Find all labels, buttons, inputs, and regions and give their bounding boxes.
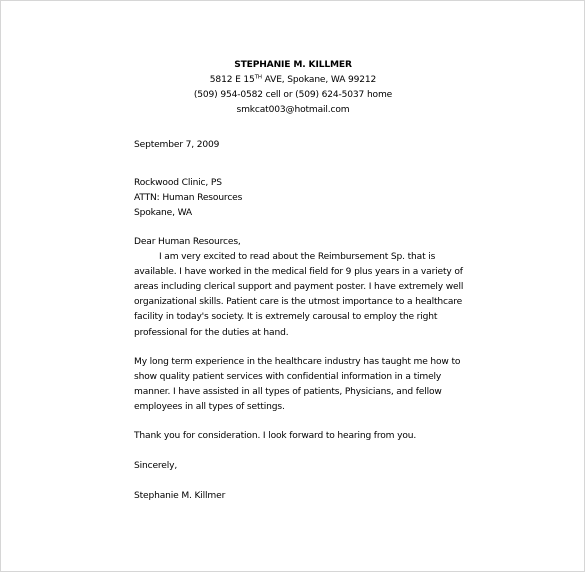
address-number: 5812 E 15 <box>209 75 255 86</box>
address-suffix: TH <box>254 74 262 81</box>
recipient-line: Spokane, WA <box>134 208 192 219</box>
paragraph1-line: professional for the duties at hand. <box>134 327 289 338</box>
letter-date <box>134 138 464 153</box>
letter-body <box>134 235 464 341</box>
recipient-line: ATTN: Human Resources <box>134 193 243 204</box>
closing-block <box>134 459 464 474</box>
paragraph1-line: organizational skills. Patient care is the utmost importance to a healthcare <box>134 297 463 308</box>
paragraph2 <box>134 355 464 415</box>
sender-name: STEPHANIE M. KILLMER <box>234 60 352 70</box>
date-text: September 7, 2009 <box>134 140 220 150</box>
signature: Stephanie M. Killmer <box>134 491 226 501</box>
recipient-block <box>134 176 464 221</box>
paragraph1-line: available. I have worked in the medical field for 9 plus years in a variety of <box>134 267 463 278</box>
address-rest: AVE, Spokane, WA 99212 <box>261 75 377 86</box>
paragraph1-line: areas including clerical support and payment poster. I have extremely well <box>134 282 464 293</box>
sender-email: smkcat003@hotmail.com <box>236 105 350 116</box>
sender-phone: (509) 954-0582 cell or (509) 624-5037 home <box>193 90 393 101</box>
closing: Sincerely, <box>134 461 178 471</box>
paragraph2-line: manner. I have assisted in all types of patients, Physicians, and fellow <box>134 387 442 398</box>
paragraph2-line: employees in all types of settings. <box>134 402 285 413</box>
sender-address <box>134 73 452 88</box>
salutation: Dear Human Resources, <box>134 237 241 247</box>
signature-block <box>134 489 464 504</box>
letterhead <box>134 58 452 118</box>
paragraph2-line: show quality patient services with confidential information in a timely <box>134 372 442 383</box>
recipient-line: Rockwood Clinic, PS <box>134 178 222 188</box>
paragraph1-line: facility in today's society. It is extremely carousal to employ the right <box>134 312 438 323</box>
paragraph3-text: Thank you for consideration. I look forward to hearing from you. <box>134 431 417 441</box>
paragraph2-line: My long term experience in the healthcare industry has taught me how to <box>134 357 461 367</box>
paragraph1-line: I am very excited to read about the Reimbursement Sp. that is <box>159 252 436 263</box>
paragraph3 <box>134 429 464 444</box>
